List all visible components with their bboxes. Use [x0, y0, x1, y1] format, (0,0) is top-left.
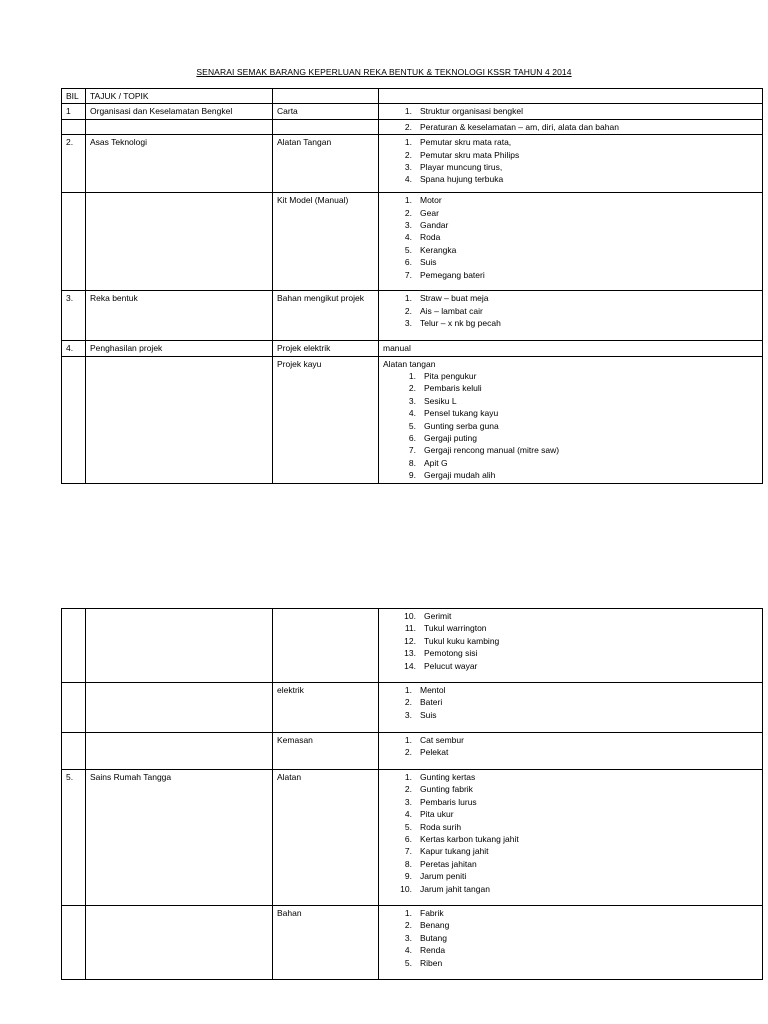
- row-tajuk: [86, 683, 273, 733]
- list-item: 8. Peretas jahitan: [404, 858, 477, 869]
- list-item: 7. Gergaji rencong manual (mitre saw): [408, 445, 560, 456]
- row-category: Bahan mengikut projek: [273, 291, 379, 341]
- row-tajuk: [86, 609, 273, 683]
- list-item: 5. Gunting serba guna: [408, 420, 499, 431]
- table-row: [62, 733, 763, 770]
- list-item: 4. Spana hujung terbuka: [404, 174, 504, 185]
- list-item: 1. Struktur organisasi bengkel: [404, 106, 524, 117]
- list-item: 1. Pita pengukur: [408, 371, 477, 381]
- list-item: 9. Jarum peniti: [404, 871, 467, 882]
- table-row: [62, 770, 763, 906]
- list-item: 3. Gandar: [404, 219, 449, 230]
- item-list: [383, 136, 758, 186]
- row-tajuk: [86, 119, 273, 134]
- row-items: [379, 193, 763, 291]
- item-list: [383, 734, 758, 759]
- list-item: 2. Pemutar skru mata Philips: [404, 149, 520, 160]
- list-item: 2. Peraturan & keselamatan – am, diri, alata dan bahan: [404, 121, 619, 132]
- row-bil: [62, 193, 86, 291]
- list-item: 4. Pita ukur: [404, 809, 454, 820]
- list-item: 10. Jarum jahit tangan: [400, 883, 490, 894]
- list-item: 1. Straw – buat meja: [404, 293, 489, 304]
- row-category: Projek kayu: [273, 356, 379, 483]
- table-row: [62, 135, 763, 193]
- row-category: elektrik: [273, 683, 379, 733]
- list-item: 12. Tukul kuku kambing: [404, 635, 500, 646]
- header-tajuk: TAJUK / TOPIK: [86, 89, 273, 104]
- row-bil: [62, 683, 86, 733]
- list-item: 10. Gerimit: [404, 611, 452, 621]
- table-row: [62, 119, 763, 134]
- row-category: Kit Model (Manual): [273, 193, 379, 291]
- list-item: 2. Gunting fabrik: [404, 784, 473, 795]
- row-tajuk: [86, 193, 273, 291]
- row-items: [379, 291, 763, 341]
- item-list: [383, 370, 758, 482]
- row-tajuk: Reka bentuk: [86, 291, 273, 341]
- list-item: 3. Butang: [404, 932, 447, 943]
- list-item: 13. Pemotong sisi: [404, 648, 478, 659]
- row-items: [379, 733, 763, 770]
- list-item: 3. Suis: [404, 709, 437, 720]
- list-item: 7. Pemegang bateri: [404, 269, 485, 280]
- list-item: 1. Mentol: [404, 685, 446, 695]
- row-tajuk: [86, 356, 273, 483]
- list-item: 9. Gergaji mudah alih: [408, 470, 496, 481]
- list-item: 1. Motor: [404, 195, 442, 206]
- list-item: 11. Tukul warrington: [404, 623, 487, 634]
- header-bil: BIL: [62, 89, 86, 104]
- row-items: [379, 135, 763, 193]
- row-bil: [62, 733, 86, 770]
- item-list: [383, 684, 758, 721]
- list-item: 3. Telur – x nk bg pecah: [404, 317, 501, 328]
- list-item: 6. Gergaji puting: [408, 432, 477, 443]
- list-item: 3. Playar muncung tirus,: [404, 161, 503, 172]
- list-heading: Alatan tangan: [383, 358, 436, 369]
- row-items: [379, 356, 763, 483]
- row-bil: [62, 609, 86, 683]
- checklist-table-page-1: [61, 88, 763, 484]
- row-tajuk: [86, 733, 273, 770]
- list-item: 8. Apit G: [408, 457, 448, 468]
- row-items: [379, 906, 763, 980]
- list-item: 14. Pelucut wayar: [404, 660, 478, 671]
- row-bil: [62, 119, 86, 134]
- list-item: 5. Kerangka: [404, 244, 457, 255]
- table-row: [62, 341, 763, 356]
- list-item: 2. Pembaris keluli: [408, 383, 482, 394]
- list-item: 2. Benang: [404, 920, 450, 931]
- row-items: [379, 104, 763, 119]
- row-category: Kemasan: [273, 733, 379, 770]
- row-category: Alatan: [273, 770, 379, 906]
- table-row: [62, 104, 763, 119]
- list-item: 4. Renda: [404, 945, 446, 956]
- list-item: 1. Fabrik: [404, 908, 444, 918]
- list-item: 3. Pembaris lurus: [404, 796, 477, 807]
- row-tajuk: [86, 906, 273, 980]
- row-items: [379, 119, 763, 134]
- header-row: [62, 89, 763, 104]
- header-col4: [379, 89, 763, 104]
- table-row: [62, 683, 763, 733]
- list-item: 5. Riben: [404, 957, 443, 968]
- list-item: 5. Roda surih: [404, 821, 462, 832]
- item-list: [383, 610, 758, 672]
- list-item: 4. Pensel tukang kayu: [408, 408, 499, 419]
- row-items: manual: [379, 341, 763, 356]
- row-category: Bahan: [273, 906, 379, 980]
- row-category: [273, 609, 379, 683]
- table-row: [62, 193, 763, 291]
- list-item: 1. Pemutar skru mata rata,: [404, 137, 512, 148]
- list-item: 2. Pelekat: [404, 747, 449, 758]
- row-bil: [62, 906, 86, 980]
- header-col3: [273, 89, 379, 104]
- row-category: Projek elektrik: [273, 341, 379, 356]
- row-bil: 2.: [62, 135, 86, 193]
- list-item: 2. Gear: [404, 207, 439, 218]
- item-list: [383, 121, 758, 133]
- list-item: 3. Sesiku L: [408, 395, 457, 406]
- item-list: [383, 105, 758, 117]
- list-item: 6. Suis: [404, 257, 437, 268]
- table-row: [62, 906, 763, 980]
- row-items: [379, 770, 763, 906]
- row-bil: 5.: [62, 770, 86, 906]
- list-item: 7. Kapur tukang jahit: [404, 846, 489, 857]
- table-row: [62, 291, 763, 341]
- item-list: [383, 907, 758, 969]
- row-tajuk: Penghasilan projek: [86, 341, 273, 356]
- row-bil: 1: [62, 104, 86, 119]
- table-row: [62, 356, 763, 483]
- row-items: [379, 609, 763, 683]
- row-category: Alatan Tangan: [273, 135, 379, 193]
- item-list: [383, 771, 758, 895]
- row-bil: [62, 356, 86, 483]
- row-category: Carta: [273, 104, 379, 119]
- list-item: 1. Gunting kertas: [404, 772, 476, 782]
- list-item: 2. Bateri: [404, 697, 443, 708]
- item-list: [383, 194, 758, 281]
- row-items: [379, 683, 763, 733]
- list-item: 6. Kertas karbon tukang jahit: [404, 833, 519, 844]
- row-tajuk: Sains Rumah Tangga: [86, 770, 273, 906]
- list-item: 4. Roda: [404, 232, 441, 243]
- row-tajuk: Organisasi dan Keselamatan Bengkel: [86, 104, 273, 119]
- document-title: SENARAI SEMAK BARANG KEPERLUAN REKA BENTUK & TEKNOLOGI KSSR TAHUN 4 2014: [196, 67, 572, 77]
- row-tajuk: Asas Teknologi: [86, 135, 273, 193]
- list-item: 1. Cat sembur: [404, 735, 464, 745]
- row-bil: 3.: [62, 291, 86, 341]
- checklist-table-page-2: [61, 608, 763, 980]
- row-category: [273, 119, 379, 134]
- row-bil: 4.: [62, 341, 86, 356]
- list-item: 2. Ais – lambat cair: [404, 305, 483, 316]
- table-row: [62, 609, 763, 683]
- item-list: [383, 292, 758, 329]
